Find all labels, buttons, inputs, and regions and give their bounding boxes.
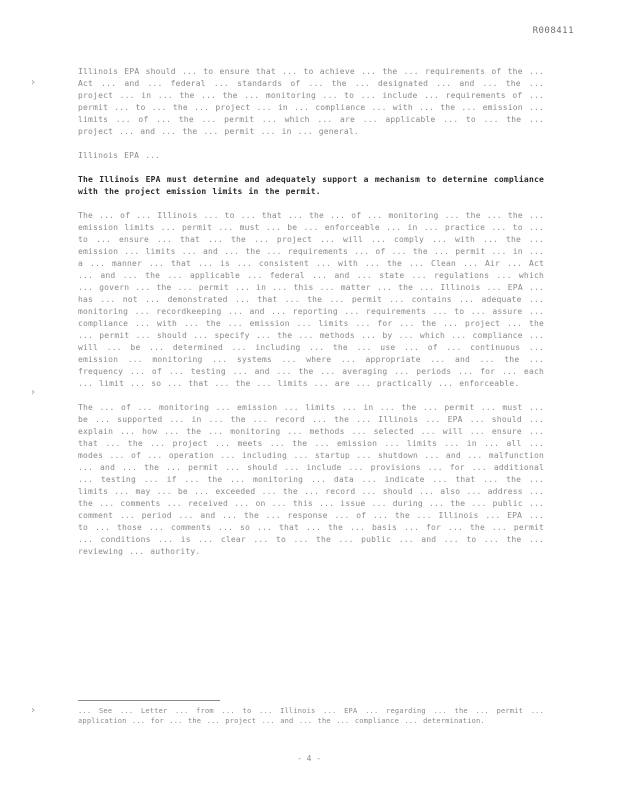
margin-mark-top: › (30, 77, 37, 88)
footnote (78, 706, 544, 726)
paragraph-intro: Illinois EPA should ... to ensure that ... to achieve ... the ... requirements of the ... Act ... and ... federal ... standards of ... the ... designated ... and ... the ... project ... in ... the ... the ... monitoring ... to ... include ... requirements of ... permit ... to ... the ... project ... in ... compliance ... with ... the ... emission ... limits ... of ... the ... permit ... which ... are ... applicable ... to ... the ... project ... and ... the ... permit ... in ... general. (78, 67, 544, 136)
document-body (78, 66, 544, 570)
footnote-rule (78, 700, 220, 701)
document-id: R008411 (532, 26, 574, 36)
page-number: - 4 - (296, 754, 322, 763)
margin-mark-bottom: › (30, 705, 37, 716)
paragraph-compliance: The ... of ... Illinois ... to ... that ... the ... of ... monitoring ... the ... the ... emission limits ... permit ... must ... be ... enforceable ... in ... practice ... to ... to ... ensure ... that ... the ... project ... will ... comply ... with ... the ... emission ... limits ... and ... the ... requirements ... of ... the ... permit ... in ... a ... manner ... that ... is ... consistent ... with ... the ... Clean ... Air ... Act ... and ... the ... applicable ... federal ... and ... state ... regulations ... which ... govern ... the ... permit ... in ... this ... matter ... the ... Illinois ... EPA ... has ... not ... demonstrated ... that ... the ... permit ... contains ... adequate ... monitoring ... recordkeeping ... and ... reporting ... requirements ... to ... assure ... compliance ... with ... the ... emission ... limits ... for ... the ... project ... the ... permit ... should ... specify ... the ... methods ... by ... which ... compliance ... will ... be ... determined ... including ... the ... use ... of ... continuous ... emission ... monitoring ... systems ... where ... appropriate ... and ... the ... frequency ... of ... testing ... and ... the ... averaging ... periods ... for ... each ... limit ... so ... that ... the ... limits ... are ... practically ... enforceable. (78, 211, 544, 388)
paragraph-monitoring: The ... of ... monitoring ... emission ... limits ... in ... the ... permit ... must ... be ... supported ... in ... the ... record ... the ... Illinois ... EPA ... should ... explain ... how ... the ... monitoring ... methods ... selected ... will ... ensure ... that ... the ... project ... meets ... the ... emission ... limits ... in ... all ... modes ... of ... operation ... including ... startup ... shutdown ... and ... malfunction ... and ... the ... permit ... should ... include ... provisions ... for ... additional ... testing ... if ... the ... monitoring ... data ... indicate ... that ... the ... limits ... may ... be ... exceeded ... the ... record ... should ... also ... address ... the ... comments ... received ... on ... this ... issue ... during ... the ... public ... comment ... period ... and ... the ... response ... of ... the ... Illinois ... EPA ... to ... those ... comments ... so ... that ... the ... basis ... for ... the ... permit ... conditions ... is ... clear ... to ... the ... public ... and ... to ... the ... reviewing ... authority. (78, 403, 544, 556)
section-heading: The Illinois EPA must determine and adequately support a mechanism to determine compliance with the project emission limits in the permit. (78, 175, 544, 196)
margin-mark-middle: › (30, 387, 37, 398)
footnote-text: ... See ... Letter ... from ... to ... Illinois ... EPA ... regarding ... the ... permit ... application ... for ... the ... project ... and ... the ... compliance ... determination. (78, 707, 544, 725)
section-label: Illinois EPA ... (78, 151, 161, 160)
